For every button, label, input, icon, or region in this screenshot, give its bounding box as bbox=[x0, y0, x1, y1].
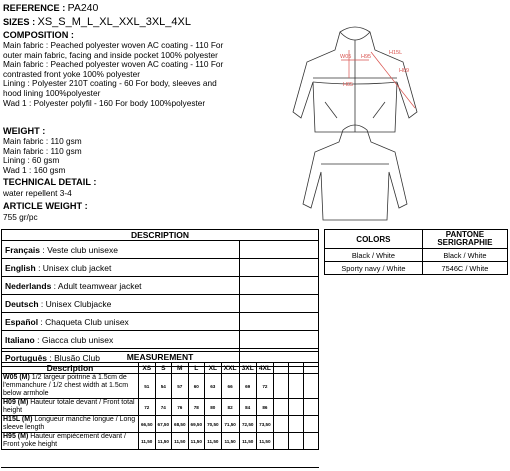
lang-value: Adult teamwear jacket bbox=[57, 280, 142, 291]
measurement-value: 11,50 bbox=[155, 433, 172, 450]
measurement-value: 72 bbox=[139, 399, 156, 416]
sketch-label-h15l: H15L bbox=[389, 50, 403, 56]
measurement-value: 11,50 bbox=[188, 433, 205, 450]
measurement-description bbox=[2, 416, 139, 433]
measurement-value: 11,50 bbox=[221, 433, 239, 450]
measurement-row bbox=[2, 416, 319, 433]
measurement-value: 54 bbox=[155, 374, 172, 399]
measurement-value: 67,50 bbox=[155, 416, 172, 433]
description-row: Português : Blusão Club bbox=[2, 349, 319, 367]
measurement-text: Longueur manche longue / Long sleeve length bbox=[3, 416, 136, 431]
pantone-header-line1: PANTONE bbox=[445, 230, 485, 239]
measurement-value: 76 bbox=[172, 399, 189, 416]
description-row: Français : Veste club unisexe bbox=[2, 241, 319, 259]
reference-value: PA240 bbox=[67, 2, 99, 14]
measurement-row bbox=[2, 433, 319, 450]
size-header: M bbox=[172, 363, 189, 374]
measurement-value: 57 bbox=[172, 374, 189, 399]
article-weight-label: ARTICLE WEIGHT : bbox=[3, 201, 88, 211]
measurement-value: 11,50 bbox=[139, 433, 156, 450]
measurement-value: 78 bbox=[188, 399, 205, 416]
size-header: XXL bbox=[221, 363, 239, 374]
measurement-text: Hauteur empiècement devant / Front yoke height bbox=[3, 433, 126, 448]
weight-text bbox=[3, 137, 82, 175]
description-row: English : Unisex club jacket bbox=[2, 259, 319, 277]
size-header: S bbox=[155, 363, 172, 374]
measurement-value: 68,50 bbox=[172, 416, 189, 433]
measurement-row bbox=[2, 399, 319, 416]
reference-label: REFERENCE : bbox=[3, 3, 66, 13]
composition-line: outer main fabric, facing and inside pocket 100% polyester bbox=[3, 49, 218, 60]
colors-row bbox=[325, 262, 508, 275]
size-header: XL bbox=[205, 363, 222, 374]
measurement-value: 60 bbox=[188, 374, 205, 399]
measurement-text: 1/2 largeur poitrine à 1.5cm de l'emmanchure / 1/2 chest width at 1.5cm below armhole bbox=[3, 374, 129, 397]
lang-label: Deutsch bbox=[5, 298, 39, 309]
lang-value: Veste club unisexe bbox=[47, 244, 118, 255]
measurement-code: H95 (M) bbox=[3, 433, 29, 440]
measurement-value: 82 bbox=[221, 399, 239, 416]
composition-text bbox=[3, 41, 223, 108]
sizes-line bbox=[3, 17, 191, 28]
description-row: Nederlands : Adult teamwear jacket bbox=[2, 277, 319, 295]
measurement-description bbox=[2, 374, 139, 399]
measurement-value: 63 bbox=[205, 374, 222, 399]
description-column-header: Description bbox=[2, 363, 139, 374]
lang-label: Italiano bbox=[5, 334, 35, 345]
measurement-row bbox=[2, 374, 319, 399]
lang-value: Giacca club unisex bbox=[41, 334, 114, 345]
colors-row bbox=[325, 249, 508, 262]
measurement-value: 11,50 bbox=[256, 433, 273, 450]
page-bottom-rule bbox=[1, 467, 319, 468]
pantone-header-line2: SERIGRAPHIE bbox=[437, 238, 493, 247]
composition-line: Lining : Polyester 210T coating - 60 For body, sleeves and bbox=[3, 78, 217, 89]
sketch-label-h95: H95 bbox=[361, 54, 372, 60]
lang-label: English bbox=[5, 262, 36, 273]
composition-label: COMPOSITION : bbox=[3, 30, 74, 40]
measurement-value: 66,50 bbox=[139, 416, 156, 433]
measurement-title: MEASUREMENT bbox=[2, 352, 319, 363]
color-pantone: 7546C / White bbox=[422, 262, 507, 275]
measurement-value: 51 bbox=[139, 374, 156, 399]
measurement-value: 86 bbox=[256, 399, 273, 416]
measurement-description bbox=[2, 433, 139, 450]
measurement-value: 70,50 bbox=[205, 416, 222, 433]
description-row: Italiano : Giacca club unisex bbox=[2, 331, 319, 349]
composition-line: Wad 1 : Polyester polyfil - 160 For body 100%polyester bbox=[3, 97, 206, 108]
measurement-value: 80 bbox=[205, 399, 222, 416]
measurement-value: 69,50 bbox=[188, 416, 205, 433]
lang-value: Unisex club jacket bbox=[42, 262, 112, 273]
measurement-table bbox=[1, 351, 319, 450]
jacket-technical-sketch bbox=[285, 22, 425, 222]
description-row: Español : Chaqueta Club unisex bbox=[2, 313, 319, 331]
weight-label: WEIGHT : bbox=[3, 126, 46, 136]
sketch-label-w05: W05 bbox=[340, 54, 352, 60]
colors-header: COLORS bbox=[325, 230, 423, 249]
measurement-value: 74 bbox=[155, 399, 172, 416]
description-row: Deutsch : Unisex Clubjacke bbox=[2, 295, 319, 313]
technical-label: TECHNICAL DETAIL : bbox=[3, 177, 97, 187]
composition-line: Main fabric : Peached polyester woven AC coating - 110 For bbox=[3, 40, 224, 50]
lang-value: Chaqueta Club unisex bbox=[45, 316, 129, 327]
color-pantone: Black / White bbox=[422, 249, 507, 262]
size-header: L bbox=[188, 363, 205, 374]
size-header: 3XL bbox=[239, 363, 256, 374]
lang-label: Português bbox=[5, 352, 48, 363]
weight-line: Lining : 60 gsm bbox=[3, 155, 60, 166]
lang-label: Nederlands bbox=[5, 280, 52, 291]
sizes-value: XS_S_M_L_XL_XXL_3XL_4XL bbox=[37, 16, 191, 28]
measurement-description bbox=[2, 399, 139, 416]
weight-line: Main fabric : 110 gsm bbox=[3, 136, 82, 146]
measurement-value: 84 bbox=[239, 399, 256, 416]
color-name: Sporty navy / White bbox=[325, 262, 423, 275]
measurement-value: 69 bbox=[239, 374, 256, 399]
technical-value: water repellent 3-4 bbox=[3, 188, 72, 198]
measurement-text: Hauteur totale devant / Front total height bbox=[3, 399, 135, 414]
measurement-code: W05 (M) bbox=[3, 374, 30, 381]
lang-label: Español bbox=[5, 316, 39, 327]
article-weight-value: 755 gr/pc bbox=[3, 212, 38, 222]
weight-line: Main fabric : 110 gsm bbox=[3, 145, 82, 156]
weight-line: Wad 1 : 160 gsm bbox=[3, 164, 66, 175]
lang-value: Blusão Club bbox=[54, 352, 100, 363]
measurement-value: 11,50 bbox=[239, 433, 256, 450]
composition-line: contrasted front yoke 100% polyester bbox=[3, 68, 140, 79]
measurement-code: H15L (M) bbox=[3, 416, 33, 423]
measurement-code: H09 (M) bbox=[3, 399, 29, 406]
measurement-value: 11,50 bbox=[172, 433, 189, 450]
lang-label: Français bbox=[5, 244, 40, 255]
color-name: Black / White bbox=[325, 249, 423, 262]
sketch-label-h05: H05 bbox=[343, 82, 354, 88]
measurement-value: 72 bbox=[256, 374, 273, 399]
description-title: DESCRIPTION bbox=[2, 230, 319, 241]
measurement-value: 66 bbox=[221, 374, 239, 399]
size-header: XS bbox=[139, 363, 156, 374]
measurement-value: 72,50 bbox=[239, 416, 256, 433]
size-header: 4XL bbox=[256, 363, 273, 374]
measurement-value: 11,50 bbox=[205, 433, 222, 450]
composition-line: hood lining 100%polyester bbox=[3, 87, 101, 98]
composition-line: Main fabric : Peached polyester woven AC coating - 110 For bbox=[3, 59, 224, 70]
sizes-label: SIZES : bbox=[3, 17, 36, 27]
description-table bbox=[1, 229, 319, 367]
sketch-label-h09: H09 bbox=[399, 68, 410, 74]
reference-line bbox=[3, 3, 98, 14]
colors-table bbox=[324, 229, 508, 275]
pantone-header bbox=[422, 230, 507, 249]
lang-value: Unisex Clubjacke bbox=[45, 298, 112, 309]
measurement-value: 73,50 bbox=[256, 416, 273, 433]
measurement-value: 71,50 bbox=[221, 416, 239, 433]
